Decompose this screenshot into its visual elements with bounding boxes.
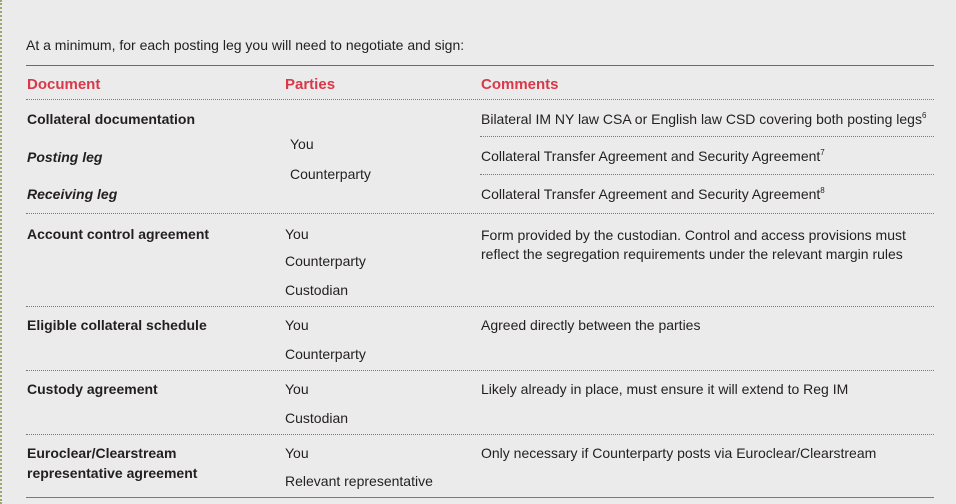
row-rule-2	[26, 306, 934, 307]
party-you: You	[285, 317, 309, 333]
comment-posting-leg: Collateral Transfer Agreement and Security Agreement$^7$	[481, 148, 825, 164]
doc-account-control: Account control agreement	[27, 226, 210, 242]
comment-euroclear: Only necessary if Counterparty posts via Euroclear/Clearstream	[481, 445, 877, 461]
party-counterparty: Counterparty	[285, 253, 366, 269]
comment-collateral-documentation: Bilateral IM NY law CSA or English law CSD covering both posting legs$^6$	[481, 111, 927, 127]
row-rule-4	[26, 434, 934, 435]
comment-account-control: Form provided by the custodian. Control and access provisions must reflect the segregation requirements under the relevant margin rules	[481, 227, 906, 262]
header-top-rule	[26, 65, 934, 66]
doc-receiving-leg: Receiving leg	[27, 186, 118, 202]
doc-collateral-documentation: Collateral documentation	[27, 111, 196, 127]
row-rule-3	[26, 370, 934, 371]
inner-rule-2	[480, 174, 934, 175]
party-custodian: Custodian	[285, 282, 349, 298]
row-rule-1	[26, 213, 934, 214]
footnote-8: 8	[820, 186, 825, 195]
doc-euroclear-line1: Euroclear/Clearstream	[27, 445, 177, 461]
header-parties: Parties	[285, 76, 336, 93]
doc-euroclear-line2: representative agreement	[27, 465, 198, 481]
comment-eligible-collateral: Agreed directly between the parties	[481, 317, 701, 333]
party-counterparty: Counterparty	[285, 346, 366, 362]
doc-posting-leg: Posting leg	[27, 149, 103, 165]
party-you: You	[285, 226, 309, 242]
inner-rule-1	[480, 136, 934, 137]
doc-eligible-collateral: Eligible collateral schedule	[27, 317, 207, 333]
party-you: You	[290, 136, 314, 152]
comment-custody: Likely already in place, must ensure it will extend to Reg IM	[481, 381, 849, 397]
comment-receiving-leg: Collateral Transfer Agreement and Security Agreement$^8$	[481, 186, 825, 202]
party-custodian: Custodian	[285, 410, 349, 426]
doc-custody: Custody agreement	[27, 381, 158, 397]
footnote-6: 6	[921, 111, 927, 120]
party-relevant-representative: Relevant representative	[285, 473, 433, 489]
footnote-7: 7	[820, 148, 825, 157]
party-counterparty: Counterparty	[290, 166, 371, 182]
header-document: Document	[27, 76, 101, 93]
intro-text: At a minimum, for each posting leg you will need to negotiate and sign:	[26, 37, 465, 53]
header-comments: Comments	[481, 76, 559, 93]
party-you: You	[285, 445, 309, 461]
header-bottom-rule	[26, 99, 934, 100]
party-you: You	[285, 381, 309, 397]
table-bottom-rule	[26, 497, 934, 498]
